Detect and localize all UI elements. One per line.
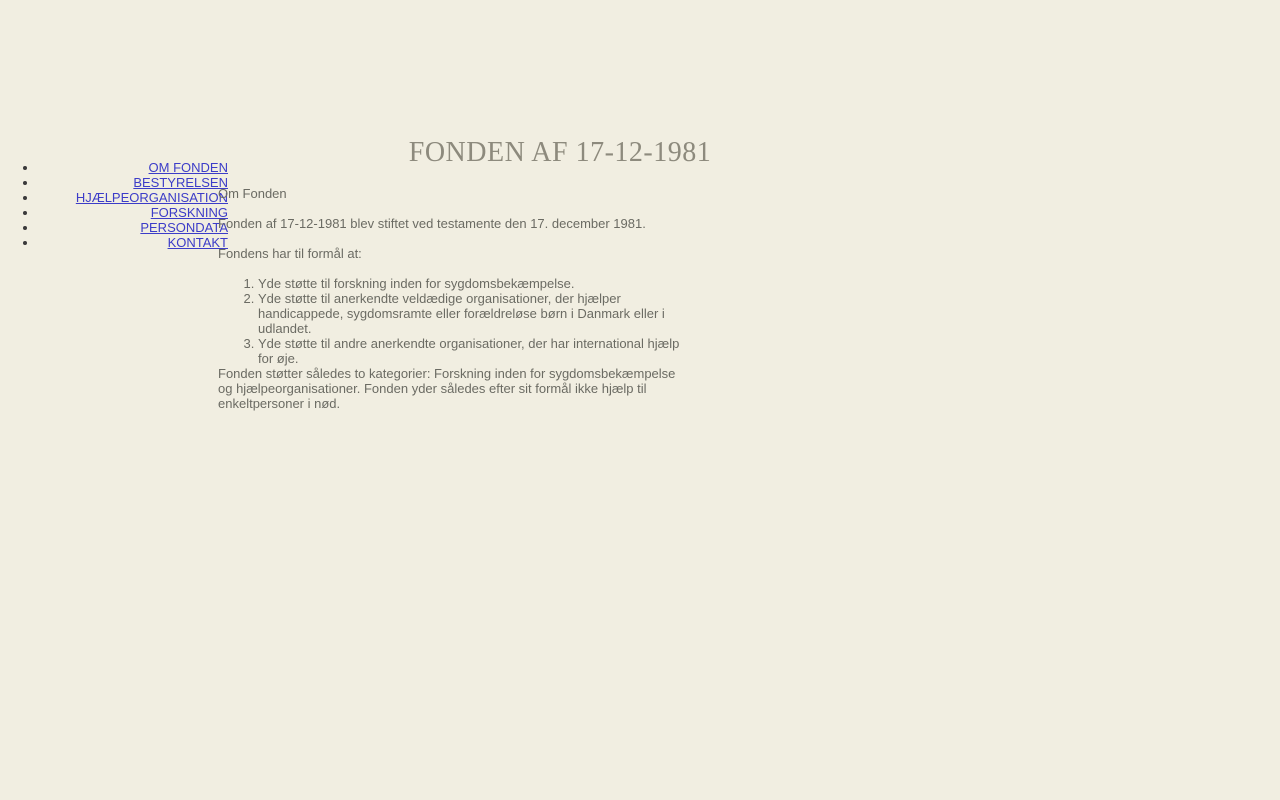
content-heading: Om Fonden (218, 186, 287, 201)
content-intro: Fonden af 17-12-1981 blev stiftet ved testamente den 17. december 1981. (218, 216, 646, 231)
nav-link-hjaelpeorganisation[interactable]: HJÆLPEORGANISATION (75, 190, 228, 205)
purpose-list (218, 276, 698, 366)
nav-item-forskning[interactable] (38, 205, 228, 220)
list-item: 3. Yde støtte til andre anerkendte organisationer, der har international hjælp for øje. (258, 336, 698, 366)
nav-item-om-fonden[interactable] (38, 160, 228, 175)
nav-link-persondata[interactable]: PERSONDATA (140, 220, 228, 235)
main-navigation (0, 160, 228, 250)
nav-link-om-fonden[interactable]: OM FONDEN (148, 160, 228, 175)
page-title: FONDEN AF 17-12-1981 (408, 136, 712, 168)
list-item: 2. Yde støtte til anerkendte veldædige organisationer, der hjælper handicappede, sygdomsramte eller forældreløse børn i Danmark eller i udlandet. (258, 291, 698, 336)
nav-item-kontakt[interactable] (38, 235, 228, 250)
nav-link-forskning[interactable]: FORSKNING (150, 205, 228, 220)
content-closing: Fonden støtter således to kategorier: Forskning inden for sygdomsbekæmpelse og hjælpeorganisationer. Fonden yder således efter sit formål ikke hjælp til enkeltpersoner i nød. (218, 366, 676, 411)
nav-link-bestyrelsen[interactable]: BESTYRELSEN (133, 175, 228, 190)
nav-link-kontakt[interactable]: KONTAKT (167, 235, 228, 250)
nav-item-bestyrelsen[interactable] (38, 175, 228, 190)
main-content (218, 186, 698, 411)
nav-item-persondata[interactable] (38, 220, 228, 235)
nav-item-hjaelpeorganisation[interactable] (38, 190, 228, 205)
list-item: 1. Yde støtte til forskning inden for sygdomsbekæmpelse. (258, 276, 698, 291)
content-purpose-label: Fondens har til formål at: (218, 246, 362, 261)
